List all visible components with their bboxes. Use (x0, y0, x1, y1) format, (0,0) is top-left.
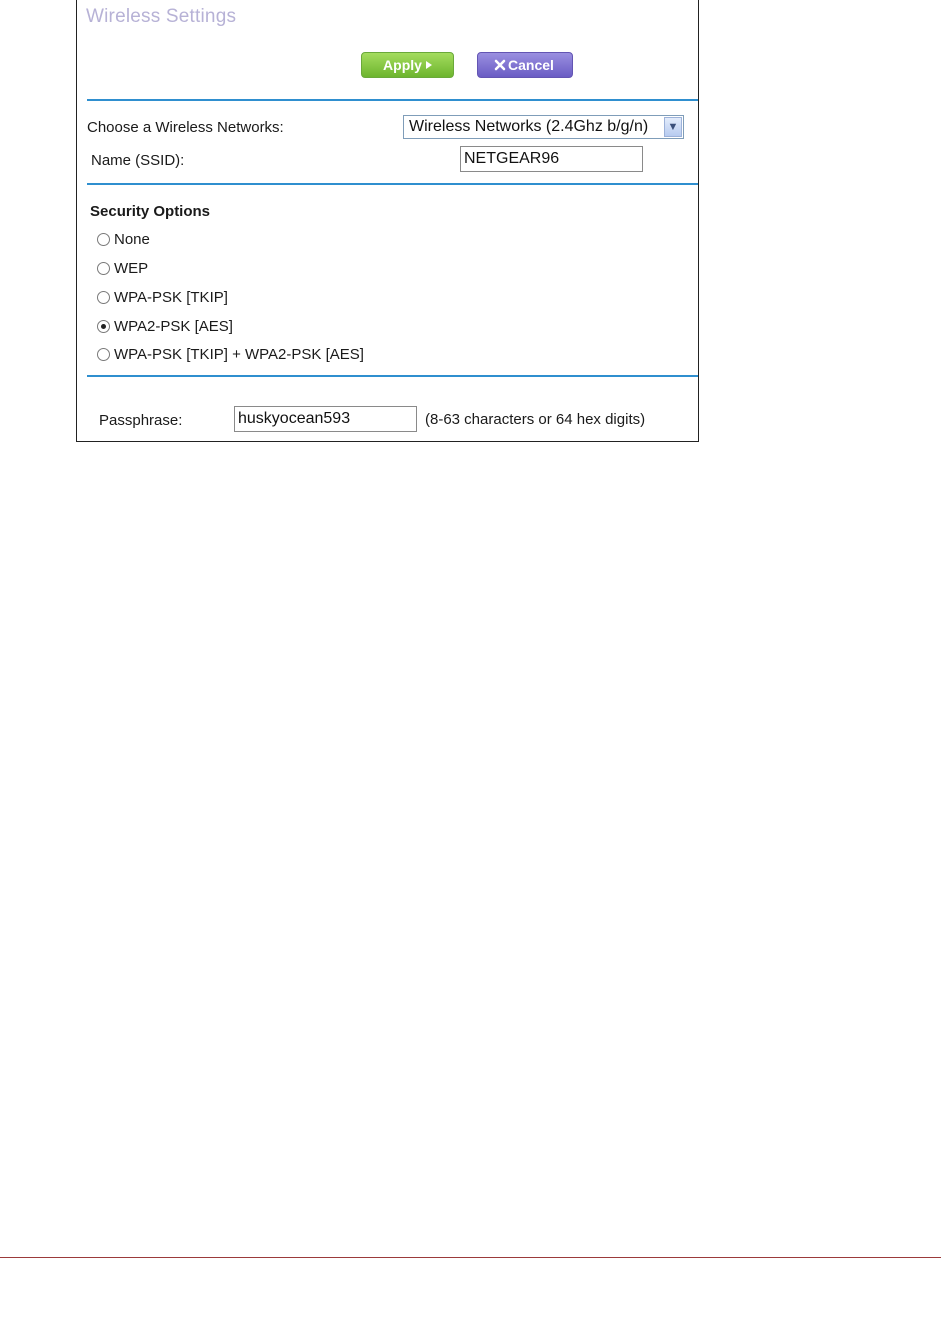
security-option-label: None (114, 231, 150, 248)
security-option-wpa2-psk-aes[interactable] (97, 318, 233, 335)
page-title: Wireless Settings (86, 6, 237, 27)
security-option-mixed[interactable] (97, 346, 364, 363)
network-select-value: Wireless Networks (2.4Ghz b/g/n) (409, 118, 649, 135)
security-option-label: WPA-PSK [TKIP] + WPA2-PSK [AES] (114, 346, 364, 363)
security-option-label: WPA-PSK [TKIP] (114, 289, 228, 306)
footer-divider (0, 1257, 941, 1258)
play-arrow-icon (424, 60, 434, 70)
cancel-button-label: Cancel (508, 57, 554, 73)
security-option-label: WEP (114, 260, 149, 277)
radio-button[interactable] (97, 348, 110, 361)
apply-button-label: Apply (383, 57, 422, 73)
security-options-heading: Security Options (90, 203, 211, 220)
choose-network-label: Choose a Wireless Networks: (87, 119, 284, 136)
security-option-wep[interactable] (97, 260, 148, 277)
ssid-field[interactable]: NETGEAR96 (460, 146, 643, 172)
divider (87, 99, 698, 101)
radio-button[interactable] (97, 233, 110, 246)
security-option-label: WPA2-PSK [AES] (114, 318, 233, 335)
x-icon (494, 59, 506, 71)
security-option-none[interactable] (97, 231, 150, 248)
network-select[interactable] (403, 115, 684, 139)
ssid-label: Name (SSID): (91, 152, 185, 169)
apply-button[interactable] (361, 52, 454, 78)
chevron-down-icon[interactable]: ▼ (664, 117, 682, 137)
radio-button[interactable] (97, 262, 110, 275)
wireless-settings-panel (76, 0, 699, 442)
radio-button-selected[interactable] (97, 320, 110, 333)
divider (87, 183, 698, 185)
cancel-button[interactable] (477, 52, 573, 78)
radio-button[interactable] (97, 291, 110, 304)
passphrase-field[interactable]: huskyocean593 (234, 406, 417, 432)
passphrase-hint: (8-63 characters or 64 hex digits) (425, 411, 646, 428)
passphrase-label: Passphrase: (99, 412, 183, 429)
security-option-wpa-psk-tkip[interactable] (97, 289, 228, 306)
divider (87, 375, 698, 377)
